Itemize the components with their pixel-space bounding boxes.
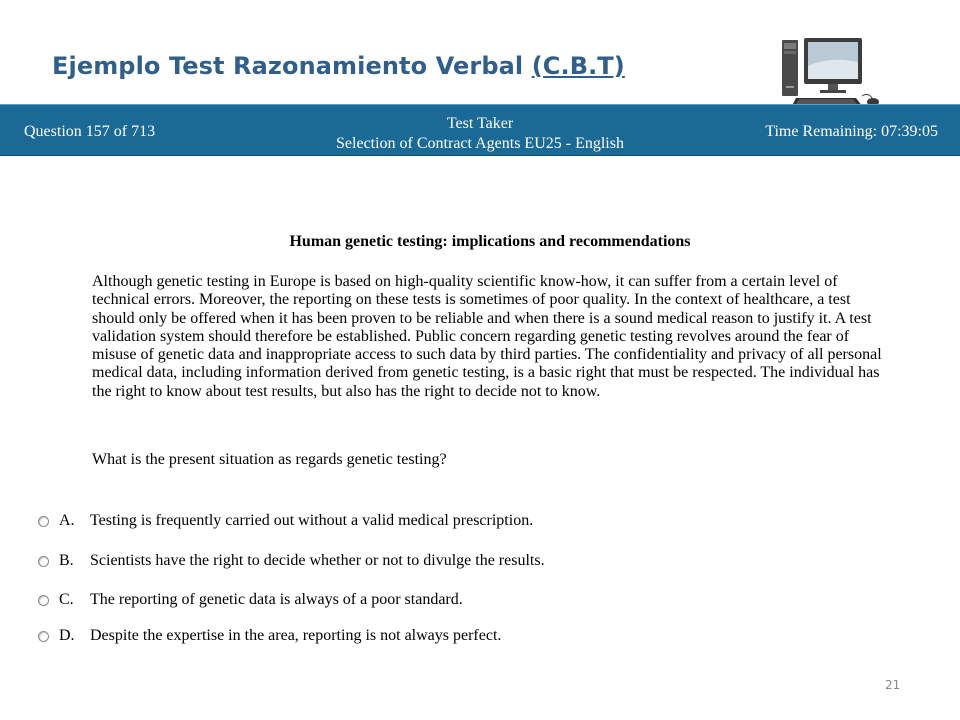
option-d[interactable] (38, 627, 638, 649)
option-letter: B. (59, 552, 74, 569)
passage-title: Human genetic testing: implications and recommendations (289, 233, 691, 250)
option-letter: C. (59, 591, 74, 608)
question-text: What is the present situation as regards genetic testing? (92, 451, 447, 468)
option-b[interactable] (38, 552, 638, 574)
page-number: 21 (885, 678, 901, 692)
option-text: Scientists have the right to decide whether or not to divulge the results. (90, 552, 545, 569)
option-c[interactable] (38, 591, 638, 613)
exam-name: Selection of Contract Agents EU25 - English (336, 135, 624, 152)
time-remaining: Time Remaining: 07:39:05 (765, 123, 938, 140)
option-a[interactable] (38, 512, 638, 534)
option-text: Testing is frequently carried out without a valid medical prescription. (90, 512, 534, 529)
slide-title-text: Ejemplo Test Razonamiento Verbal (52, 52, 532, 80)
option-text: Despite the expertise in the area, reporting is not always perfect. (90, 627, 502, 644)
option-text: The reporting of genetic data is always of a poor standard. (90, 591, 463, 608)
option-letter: D. (59, 627, 75, 644)
app-name: Test Taker (446, 115, 514, 132)
slide-title (52, 52, 625, 80)
question-counter: Question 157 of 713 (24, 123, 156, 140)
cbt-link[interactable]: (C.B.T) (531, 52, 625, 80)
radio-button-d[interactable] (38, 631, 49, 642)
test-header-bar (0, 104, 960, 156)
radio-button-c[interactable] (38, 595, 49, 606)
radio-button-a[interactable] (38, 516, 49, 527)
passage-body: Although genetic testing in Europe is based on high-quality scientific know-how, it can suffer from a certain level of technical errors. Moreover, the reporting on these tests is sometimes of poor quality. In the context of healthcare, a test should only be offered when it has been proven to be reliable and when there is a sound medical reason to justify it. A test validation system should therefore be established. Public concern regarding genetic testing revolves around the fear of misuse of genetic data and inappropriate access to such data by third parties. The confidentiality and privacy of all personal medical data, including information derived from genetic testing, is a basic right that must be respected. The individual has the right to know about test results, but also has the right to decide not to know. (92, 273, 882, 400)
option-letter: A. (59, 512, 75, 529)
radio-button-b[interactable] (38, 556, 49, 567)
desktop-computer-icon (780, 36, 884, 110)
